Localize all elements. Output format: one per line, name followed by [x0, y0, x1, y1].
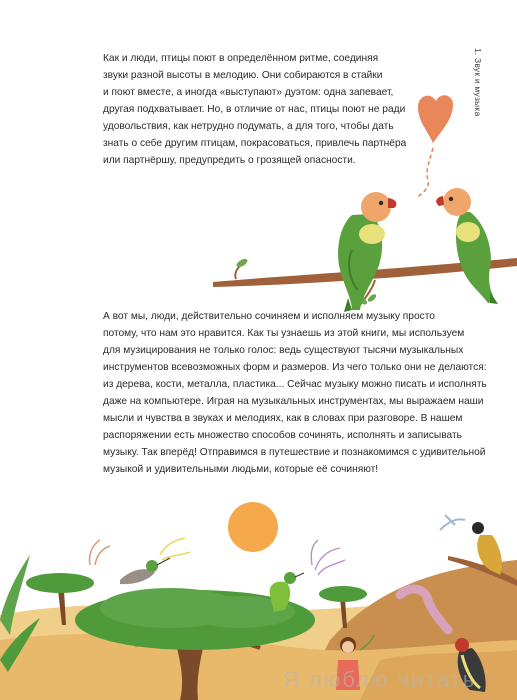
text-line: распоряжении есть множество способов сочинять, исполнять и записывать [103, 430, 462, 441]
text-line: знать о себе другим птицам, покрасоваться, привлечь партнёра [103, 138, 407, 149]
text-line: музыкой и удивительными людьми, которые её сочиняют! [103, 464, 379, 475]
dry-plant [89, 540, 110, 565]
text-line: другая подхватывает. Но, в отличие от нас, птицы поют не ради [103, 104, 406, 115]
paragraph-birds [103, 50, 448, 169]
paragraph-people [103, 308, 488, 478]
running-head: 1. Звук и музыка [473, 48, 483, 117]
text-line: для музицирования не только голос: ведь существуют тысячи музыкальных [103, 345, 464, 356]
text-line: музыку. Так вперёд! Отправимся в путешествие и познакомимся с удивительной [103, 447, 486, 458]
sun [228, 502, 278, 552]
text-line: даже на компьютере. Играя на музыкальных инструментах, мы выражаем наши [103, 396, 484, 407]
text-line: и поют вместе, а иногда «выступают» дуэтом: одна запевает, [103, 87, 394, 98]
lovebird-right [436, 188, 498, 304]
text-line: Как и люди, птицы поют в определённом ритме, соединяя [103, 53, 379, 64]
watermark: Я люблю читать [283, 667, 477, 692]
blue-sprig [440, 515, 465, 530]
text-line: из дерева, кости, металла, пластика... Сейчас музыку можно писать и исполнять [103, 379, 487, 390]
text-line: потому, что нам это нравится. Как ты узнаешь из этой книги, мы используем [103, 328, 465, 339]
text-line: инструментов всевозможных форм и размеров. Из чего только они не делаются: [103, 362, 487, 373]
text-line: А вот мы, люди, действительно сочиняем и исполняем музыку просто [103, 311, 435, 322]
hummingbird [120, 558, 170, 584]
yellow-plant [160, 538, 190, 560]
text-line: или партнёршу, предупредить о грозящей опасности. [103, 155, 356, 166]
text-line: мысли и чувства в звуках и мелодиях, как в словах при разговоре. В нашем [103, 413, 463, 424]
text-line: звуки разной высоты в мелодию. Они собираются в стайки [103, 70, 383, 81]
purple-plant [311, 540, 345, 575]
text-line: удовольствия, как нетрудно подумать, а для того, чтобы дать [103, 121, 394, 132]
